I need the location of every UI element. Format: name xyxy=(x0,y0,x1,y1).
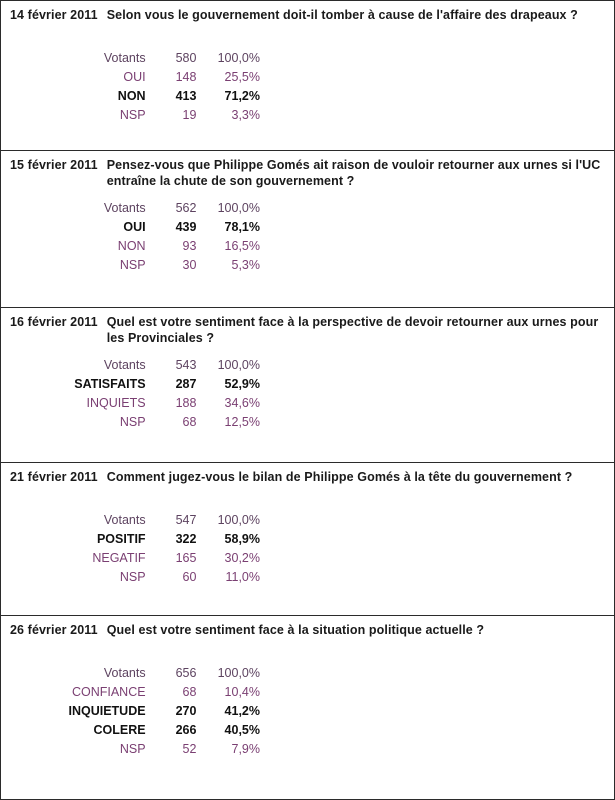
result-count: 266 xyxy=(175,723,197,737)
result-label: Votants xyxy=(103,513,146,527)
table-row xyxy=(10,683,260,702)
result-label: CONFIANCE xyxy=(71,685,146,699)
result-label: NON xyxy=(117,89,146,103)
table-row xyxy=(10,511,260,530)
section-header xyxy=(1,1,614,23)
table-row xyxy=(10,106,260,125)
result-percent: 100,0% xyxy=(217,201,260,215)
result-label: NSP xyxy=(119,742,146,756)
table-row xyxy=(10,49,260,68)
result-label: NON xyxy=(117,239,146,253)
results-table xyxy=(10,664,260,759)
result-count: 543 xyxy=(175,358,197,372)
table-row xyxy=(10,549,260,568)
result-label: Votants xyxy=(103,358,146,372)
table-row xyxy=(10,721,260,740)
result-label: NSP xyxy=(119,570,146,584)
table-row xyxy=(10,702,260,721)
poll-section xyxy=(1,1,614,151)
results-table-wrapper xyxy=(1,356,614,432)
result-count: 68 xyxy=(182,685,197,699)
results-table-wrapper xyxy=(1,49,614,125)
table-row xyxy=(10,87,260,106)
result-label: OUI xyxy=(123,220,146,234)
section-header xyxy=(1,463,614,485)
table-row xyxy=(10,237,260,256)
results-table-wrapper xyxy=(1,511,614,587)
result-percent: 30,2% xyxy=(224,551,260,565)
results-table xyxy=(10,49,260,125)
poll-section xyxy=(1,151,614,308)
result-percent: 12,5% xyxy=(224,415,260,429)
result-label: NSP xyxy=(119,415,146,429)
section-question: Pensez-vous que Philippe Gomés ait raison de vouloir retourner aux urnes si l'UC entraîne la chute de son gouvernement ? xyxy=(106,158,601,188)
result-label: OUI xyxy=(123,70,146,84)
result-percent: 52,9% xyxy=(224,377,260,391)
results-table-wrapper xyxy=(1,664,614,759)
result-percent: 5,3% xyxy=(231,258,260,272)
result-label: Votants xyxy=(103,51,146,65)
result-count: 60 xyxy=(182,570,197,584)
table-row xyxy=(10,375,260,394)
result-count: 52 xyxy=(182,742,197,756)
section-spacer xyxy=(1,346,614,356)
result-count: 547 xyxy=(175,513,197,527)
result-count: 413 xyxy=(175,89,197,103)
result-label: Votants xyxy=(103,201,146,215)
result-count: 580 xyxy=(175,51,197,65)
result-count: 19 xyxy=(182,108,197,122)
result-label: INQUIETUDE xyxy=(68,704,146,718)
result-percent: 25,5% xyxy=(224,70,260,84)
section-date: 16 février 2011 xyxy=(10,315,98,329)
section-date: 14 février 2011 xyxy=(10,8,98,22)
table-row xyxy=(10,256,260,275)
result-count: 439 xyxy=(175,220,197,234)
result-percent: 71,2% xyxy=(224,89,260,103)
section-header xyxy=(1,308,614,346)
results-table xyxy=(10,511,260,587)
result-count: 656 xyxy=(175,666,197,680)
table-row xyxy=(10,356,260,375)
result-percent: 10,4% xyxy=(224,685,260,699)
result-percent: 16,5% xyxy=(224,239,260,253)
table-row xyxy=(10,740,260,759)
result-label: SATISFAITS xyxy=(74,377,146,391)
result-percent: 100,0% xyxy=(217,51,260,65)
result-label: NSP xyxy=(119,258,146,272)
result-count: 68 xyxy=(182,415,197,429)
result-count: 148 xyxy=(175,70,197,84)
section-question: Comment jugez-vous le bilan de Philippe Gomés à la tête du gouvernement ? xyxy=(106,470,573,484)
section-question: Quel est votre sentiment face à la situation politique actuelle ? xyxy=(106,623,485,637)
section-spacer xyxy=(1,189,614,199)
section-spacer xyxy=(1,485,614,511)
result-percent: 58,9% xyxy=(224,532,260,546)
section-date: 26 février 2011 xyxy=(10,623,98,637)
result-percent: 7,9% xyxy=(231,742,260,756)
result-count: 270 xyxy=(175,704,197,718)
result-percent: 34,6% xyxy=(224,396,260,410)
section-spacer xyxy=(1,23,614,49)
poll-section xyxy=(1,463,614,616)
result-percent: 100,0% xyxy=(217,666,260,680)
result-percent: 11,0% xyxy=(225,570,260,584)
result-label: INQUIETS xyxy=(86,396,146,410)
result-label: COLERE xyxy=(93,723,146,737)
result-percent: 41,2% xyxy=(224,704,260,718)
section-question: Selon vous le gouvernement doit-il tomber à cause de l'affaire des drapeaux ? xyxy=(106,8,578,22)
table-row xyxy=(10,568,260,587)
section-date: 15 février 2011 xyxy=(10,158,98,172)
result-count: 188 xyxy=(175,396,197,410)
result-label: NEGATIF xyxy=(92,551,146,565)
results-table xyxy=(10,199,260,275)
result-count: 165 xyxy=(175,551,197,565)
table-row xyxy=(10,664,260,683)
table-row xyxy=(10,413,260,432)
result-count: 322 xyxy=(175,532,197,546)
result-percent: 40,5% xyxy=(224,723,260,737)
results-table-wrapper xyxy=(1,199,614,275)
result-label: NSP xyxy=(119,108,146,122)
section-header xyxy=(1,151,614,189)
poll-section xyxy=(1,616,614,799)
result-count: 93 xyxy=(182,239,197,253)
result-percent: 78,1% xyxy=(224,220,260,234)
table-row xyxy=(10,199,260,218)
section-spacer xyxy=(1,638,614,664)
table-row xyxy=(10,68,260,87)
section-header xyxy=(1,616,614,638)
result-count: 30 xyxy=(182,258,197,272)
results-table xyxy=(10,356,260,432)
result-percent: 100,0% xyxy=(217,358,260,372)
poll-section xyxy=(1,308,614,463)
table-row xyxy=(10,218,260,237)
result-percent: 100,0% xyxy=(217,513,260,527)
table-row xyxy=(10,530,260,549)
result-count: 562 xyxy=(175,201,197,215)
result-percent: 3,3% xyxy=(231,108,260,122)
result-count: 287 xyxy=(175,377,197,391)
table-row xyxy=(10,394,260,413)
result-label: Votants xyxy=(103,666,146,680)
section-question: Quel est votre sentiment face à la perspective de devoir retourner aux urnes pour les Provinciales ? xyxy=(106,315,599,345)
section-date: 21 février 2011 xyxy=(10,470,98,484)
result-label: POSITIF xyxy=(96,532,146,546)
